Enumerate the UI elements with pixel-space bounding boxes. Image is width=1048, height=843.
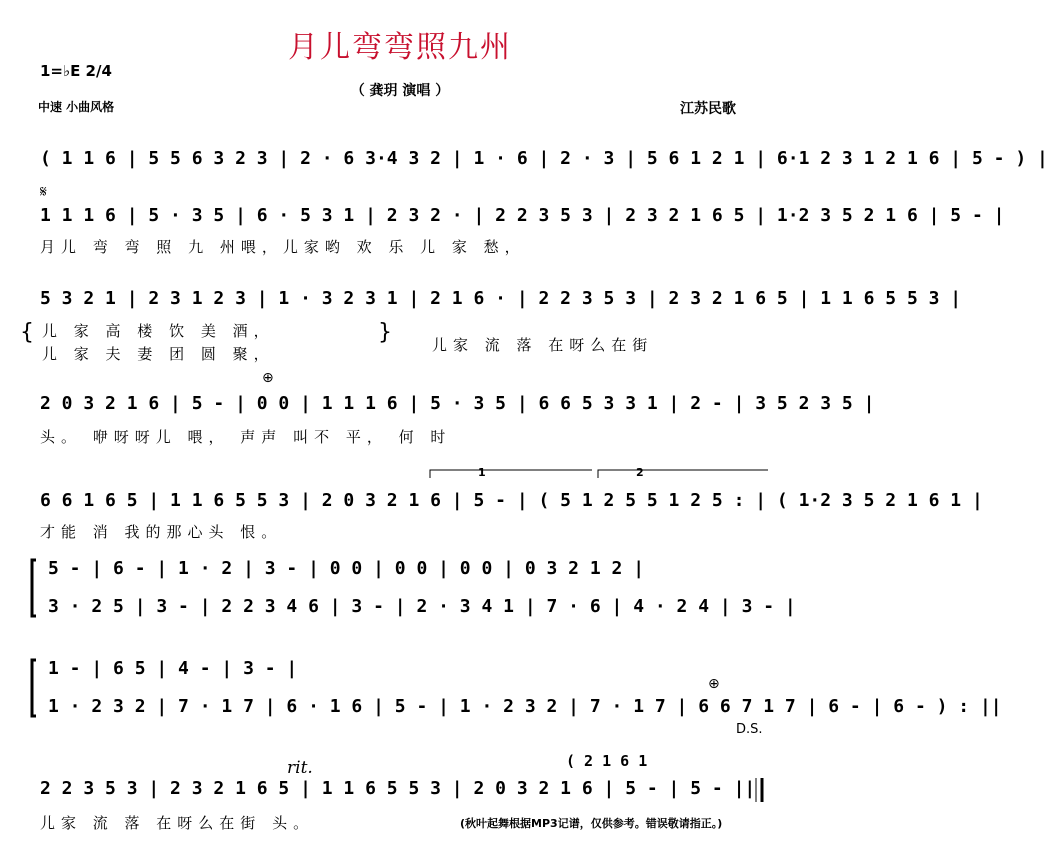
score-row-1-notes: ( 1 1 6 | 5 5 6 3 2 3 | 2 · 6 3·4 3 2 | 1 · 6 | 2 · 3 | 5 6 1 2 1 | 6·1 2 3 1 2 1 6 | 5 - ) |: [40, 148, 1048, 169]
score-row-4-notes: 2 0 3 2 1 6 | 5 - | 0 0 | 1 1 1 6 | 5 · 3 5 | 6 6 5 3 3 1 | 2 - | 3 5 2 3 5 |: [40, 393, 875, 414]
score-row-5-notes: 6 6 1 6 5 | 1 1 6 5 5 3 | 2 0 3 2 1 6 | 5 - | ( 5 1 2 5 5 1 2 5 : | ( 1·2 3 5 2 1 6 1 |: [40, 490, 983, 511]
score-row-8-lyrics: 儿家 流 落 在呀么在街 头。: [40, 814, 315, 832]
score-row-7-upper: 1 - | 6 5 | 4 - | 3 - |: [48, 658, 298, 679]
volta-1-bracket: [430, 470, 592, 478]
performer-credit: （ 龚玥 演唱 ）: [350, 83, 450, 99]
score-row-3-lyrics-verse-2: 儿 家 夫 妻 团 圆 聚，: [42, 345, 275, 363]
score-row-5-lyrics: 才能 消 我的那心头 恨。: [40, 523, 283, 541]
system-bracket-row-7: [32, 660, 36, 716]
score-row-3-lyrics-shared: 儿家 流 落 在呀么在街: [432, 336, 654, 354]
score-row-2-lyrics: 月儿 弯 弯 照 九 州喂，儿家哟 欢 乐 儿 家 愁，: [40, 238, 526, 256]
volta-2-bracket: [598, 470, 768, 478]
score-row-3-notes: 5 3 2 1 | 2 3 1 2 3 | 1 · 3 2 3 1 | 2 1 6 · | 2 2 3 5 3 | 2 3 2 1 6 5 | 1 1 6 5 5 3 |: [40, 288, 962, 309]
system-bracket-row-6: [32, 560, 36, 616]
score-row-6-lower: 3 · 2 5 | 3 - | 2 2 3 4 6 | 3 - | 2 · 3 4 1 | 7 · 6 | 4 · 2 4 | 3 - |: [48, 596, 796, 617]
score-row-6-upper: 5 - | 6 - | 1 · 2 | 3 - | 0 0 | 0 0 | 0 0 | 0 3 2 1 2 |: [48, 558, 645, 579]
lyric-brace-left: {: [20, 320, 34, 345]
score-row-3-lyrics-verse-1: 儿 家 高 楼 饮 美 酒，: [42, 322, 275, 340]
score-row-7-lower: 1 · 2 3 2 | 7 · 1 7 | 6 · 1 6 | 5 - | 1 · 2 3 2 | 7 · 1 7 | 6 6 7 1 7 | 6 - | 6 - ) : ||: [48, 696, 1002, 717]
score-row-4-lyrics: 头。 咿呀呀儿 喂， 声声 叫不 平， 何 时: [40, 428, 452, 446]
transcriber-note: (秋叶起舞根据MP3记谱，仅供参考。错误敬请指正。): [460, 817, 723, 830]
coda-icon: ⊕: [262, 370, 274, 386]
tempo-marking: 中速 小曲风格: [38, 100, 115, 114]
segno-icon: 𝄋: [40, 182, 47, 201]
genre-label: 江苏民歌: [680, 101, 736, 117]
score-row-8-parenthetical: ( 2 1 6 1: [566, 752, 648, 770]
lyric-brace-right: }: [378, 320, 392, 345]
coda-icon-2: ⊕: [708, 676, 720, 692]
volta-1-label: 1: [478, 466, 486, 479]
key-signature: 1=♭E 2/4: [40, 62, 112, 80]
ritardando-marking: rit.: [287, 758, 313, 778]
song-title: 月儿弯弯照九州: [288, 30, 512, 65]
score-row-2-notes: 1 1 1 6 | 5 · 3 5 | 6 · 5 3 1 | 2 3 2 · | 2 2 3 5 3 | 2 3 2 1 6 5 | 1·2 3 5 2 1 6 | 5 - |: [40, 205, 1005, 226]
dal-segno-marking: D.S.: [736, 722, 763, 737]
volta-2-label: 2: [636, 466, 644, 479]
score-row-8-notes: 2 2 3 5 3 | 2 3 2 1 6 5 | 1 1 6 5 5 3 | 2 0 3 2 1 6 | 5 - | 5 - ||: [40, 778, 756, 799]
